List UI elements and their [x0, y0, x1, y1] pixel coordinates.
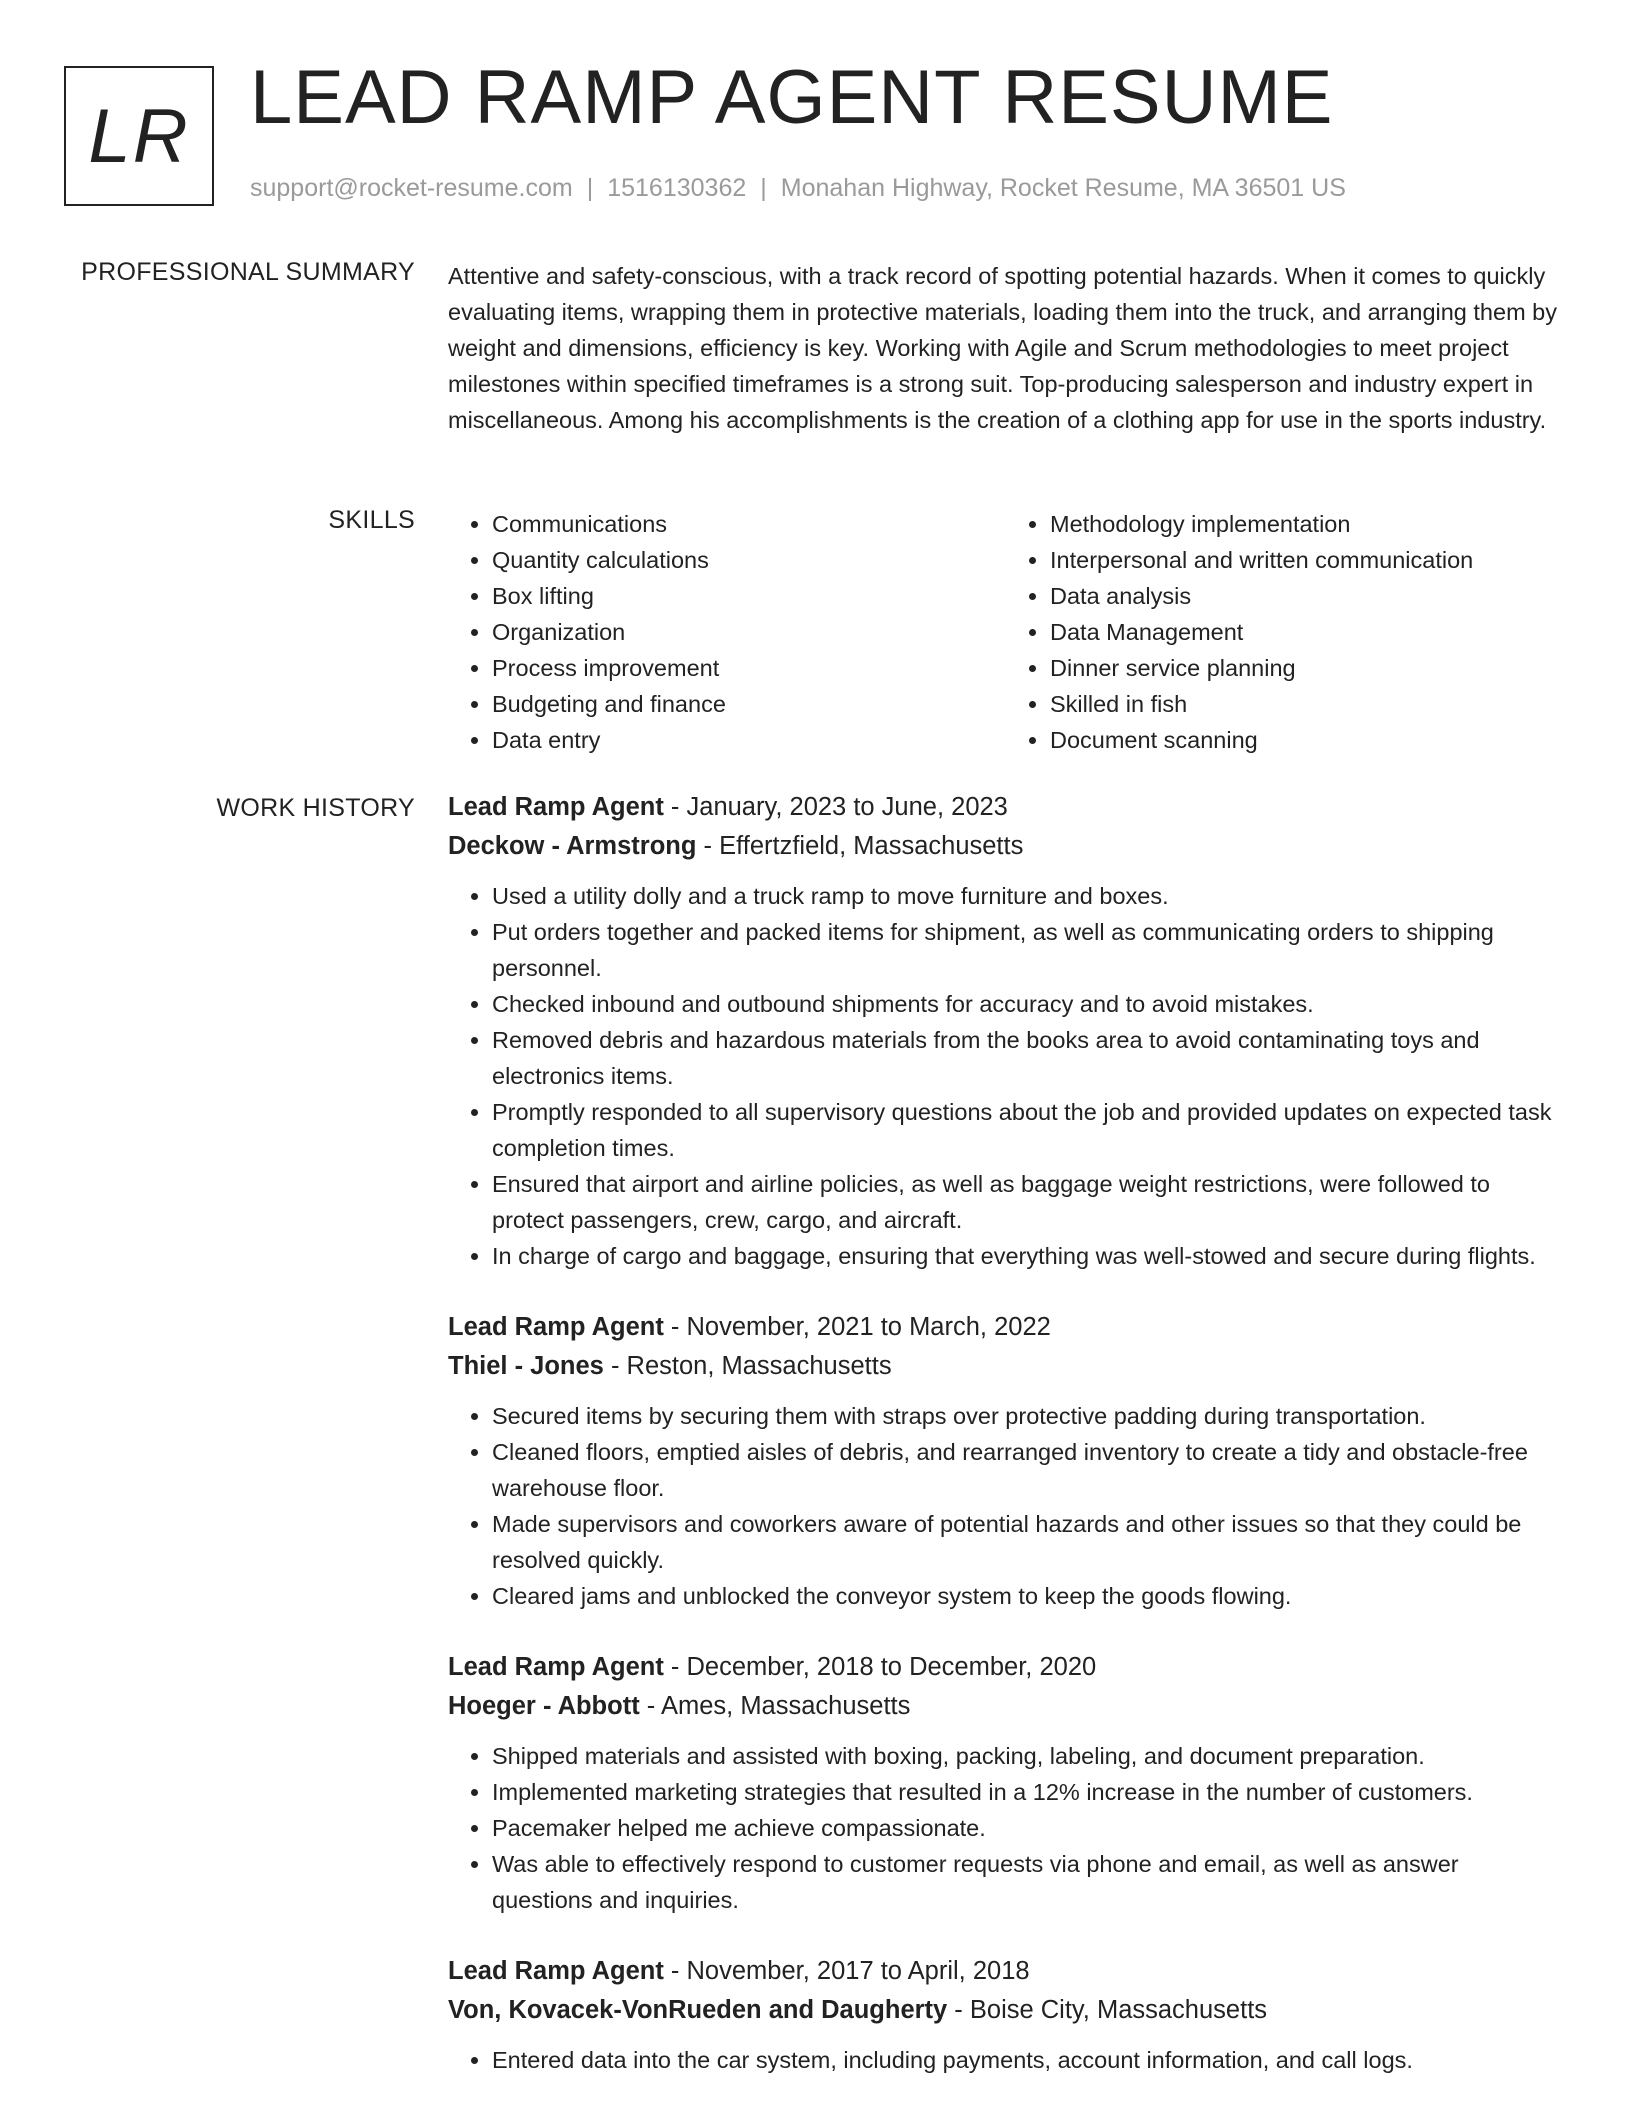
job-title-line: Lead Ramp Agent - December, 2018 to December, 2020	[448, 1653, 1097, 1681]
job-location: Reston, Massachusetts	[626, 1352, 892, 1380]
resume-title: LEAD RAMP AGENT RESUME	[250, 55, 1334, 140]
skill-item: • Methodology implementation	[1050, 506, 1564, 542]
job-company-line: Deckow - Armstrong - Effertzfield, Massachusetts	[448, 832, 1024, 860]
contact-separator: |	[586, 174, 594, 202]
skill-item: • Organization	[492, 614, 1006, 650]
summary-text: Attentive and safety-conscious, with a track record of spotting potential hazards. When it comes to quickly evaluating items, wrapping them in protective materials, loading them into the truck, and arranging them by weight and dimensions, efficiency is key. Working with Agile and Scrum methodologies to meet project milestones within specified timeframes is a strong suit. Top-producing salesperson and industry expert in miscellaneous. Among his accomplishments is the creation of a clothing app for use in the sports industry.	[448, 263, 1557, 433]
skill-item: • Skilled in fish	[1050, 686, 1564, 722]
job-bullet-list	[448, 878, 1564, 1274]
job-bullet-list	[448, 2042, 1564, 2078]
skills-grid	[448, 506, 1564, 758]
job-bullet: • In charge of cargo and baggage, ensuring that everything was well-stowed and secure during flights.	[492, 1238, 1564, 1274]
job-company: Hoeger - Abbott	[448, 1692, 640, 1720]
job-location: Ames, Massachusetts	[660, 1692, 911, 1720]
skill-item: • Interpersonal and written communication	[1050, 542, 1564, 578]
skill-item: • Box lifting	[492, 578, 1006, 614]
skills-heading: SKILLS	[328, 506, 415, 534]
job-location: Effertzfield, Massachusetts	[719, 832, 1024, 860]
job-title: Lead Ramp Agent	[448, 1313, 664, 1341]
job-company-line: Hoeger - Abbott - Ames, Massachusetts	[448, 1692, 911, 1720]
job-dates: January, 2023 to June, 2023	[686, 793, 1008, 821]
job-company: Thiel - Jones	[448, 1352, 604, 1380]
skill-item: • Data analysis	[1050, 578, 1564, 614]
job-bullet: • Shipped materials and assisted with boxing, packing, labeling, and document preparation.	[492, 1738, 1564, 1774]
contact-line	[250, 174, 1346, 203]
job-location: Boise City, Massachusetts	[969, 1996, 1268, 2024]
skill-item: • Process improvement	[492, 650, 1006, 686]
job-title-line: Lead Ramp Agent - November, 2017 to April, 2018	[448, 1957, 1030, 1985]
job-entry	[448, 788, 1564, 1274]
job-bullet-list	[448, 1398, 1564, 1614]
job-dates: November, 2021 to March, 2022	[686, 1313, 1051, 1341]
contact-phone: 1516130362	[607, 174, 747, 202]
job-dates: November, 2017 to April, 2018	[686, 1957, 1030, 1985]
job-entry	[448, 1648, 1564, 1918]
job-company: Von, Kovacek-VonRueden and Daugherty	[448, 1996, 948, 2024]
summary-body	[448, 258, 1564, 438]
job-bullet: • Secured items by securing them with straps over protective padding during transportation.	[492, 1398, 1564, 1434]
job-title-line: Lead Ramp Agent - January, 2023 to June, 2023	[448, 793, 1008, 821]
contact-separator: |	[760, 174, 767, 202]
summary-heading: PROFESSIONAL SUMMARY	[81, 258, 415, 286]
job-bullet: • Put orders together and packed items for shipment, as well as communicating orders to shipping personnel.	[492, 914, 1564, 986]
skill-item: • Quantity calculations	[492, 542, 1006, 578]
job-bullet: • Promptly responded to all supervisory questions about the job and provided updates on expected task completion times.	[492, 1094, 1564, 1166]
job-bullet: • Made supervisors and coworkers aware of potential hazards and other issues so that they could be resolved quickly.	[492, 1506, 1564, 1578]
job-title: Lead Ramp Agent	[448, 1653, 664, 1681]
job-bullet: • Used a utility dolly and a truck ramp to move furniture and boxes.	[492, 878, 1564, 914]
job-company: Deckow - Armstrong	[448, 832, 697, 860]
monogram-initials: LR	[88, 93, 190, 179]
skill-item: • Communications	[492, 506, 1006, 542]
work-history-body	[448, 788, 1564, 2112]
job-bullet: • Checked inbound and outbound shipments for accuracy and to avoid mistakes.	[492, 986, 1564, 1022]
job-company-line: Von, Kovacek-VonRueden and Daugherty - Boise City, Massachusetts	[448, 1996, 1268, 2024]
job-entry	[448, 1308, 1564, 1614]
job-bullet: • Entered data into the car system, including payments, account information, and call logs.	[492, 2042, 1564, 2078]
job-bullet: • Was able to effectively respond to customer requests via phone and email, as well as answer questions and inquiries.	[492, 1846, 1564, 1918]
skills-column-left	[448, 506, 1006, 758]
skill-item: • Data entry	[492, 722, 1006, 758]
skill-item: • Dinner service planning	[1050, 650, 1564, 686]
job-title: Lead Ramp Agent	[448, 1957, 664, 1985]
skills-column-right	[1006, 506, 1564, 758]
skill-item: • Data Management	[1050, 614, 1564, 650]
work-history-heading: WORK HISTORY	[216, 794, 415, 822]
job-bullet: • Cleaned floors, emptied aisles of debris, and rearranged inventory to create a tidy and obstacle-free warehouse floor.	[492, 1434, 1564, 1506]
job-bullet: • Removed debris and hazardous materials from the books area to avoid contaminating toys and electronics items.	[492, 1022, 1564, 1094]
job-dates: December, 2018 to December, 2020	[686, 1653, 1097, 1681]
job-bullet: • Ensured that airport and airline policies, as well as baggage weight restrictions, were followed to protect passengers, crew, cargo, and aircraft.	[492, 1166, 1564, 1238]
skills-body	[448, 506, 1564, 758]
job-bullet: • Implemented marketing strategies that resulted in a 12% increase in the number of customers.	[492, 1774, 1564, 1810]
job-company-line: Thiel - Jones - Reston, Massachusetts	[448, 1352, 892, 1380]
job-bullet: • Cleared jams and unblocked the conveyor system to keep the goods flowing.	[492, 1578, 1564, 1614]
job-entry	[448, 1952, 1564, 2078]
skill-item: • Budgeting and finance	[492, 686, 1006, 722]
contact-address: Monahan Highway, Rocket Resume, MA 36501 US	[780, 174, 1346, 202]
job-title: Lead Ramp Agent	[448, 793, 664, 821]
job-bullet: • Pacemaker helped me achieve compassionate.	[492, 1810, 1564, 1846]
job-bullet-list	[448, 1738, 1564, 1918]
skill-item: • Document scanning	[1050, 722, 1564, 758]
job-title-line: Lead Ramp Agent - November, 2021 to March, 2022	[448, 1313, 1051, 1341]
monogram-box	[64, 66, 214, 206]
contact-email: support@rocket-resume.com	[250, 174, 573, 202]
